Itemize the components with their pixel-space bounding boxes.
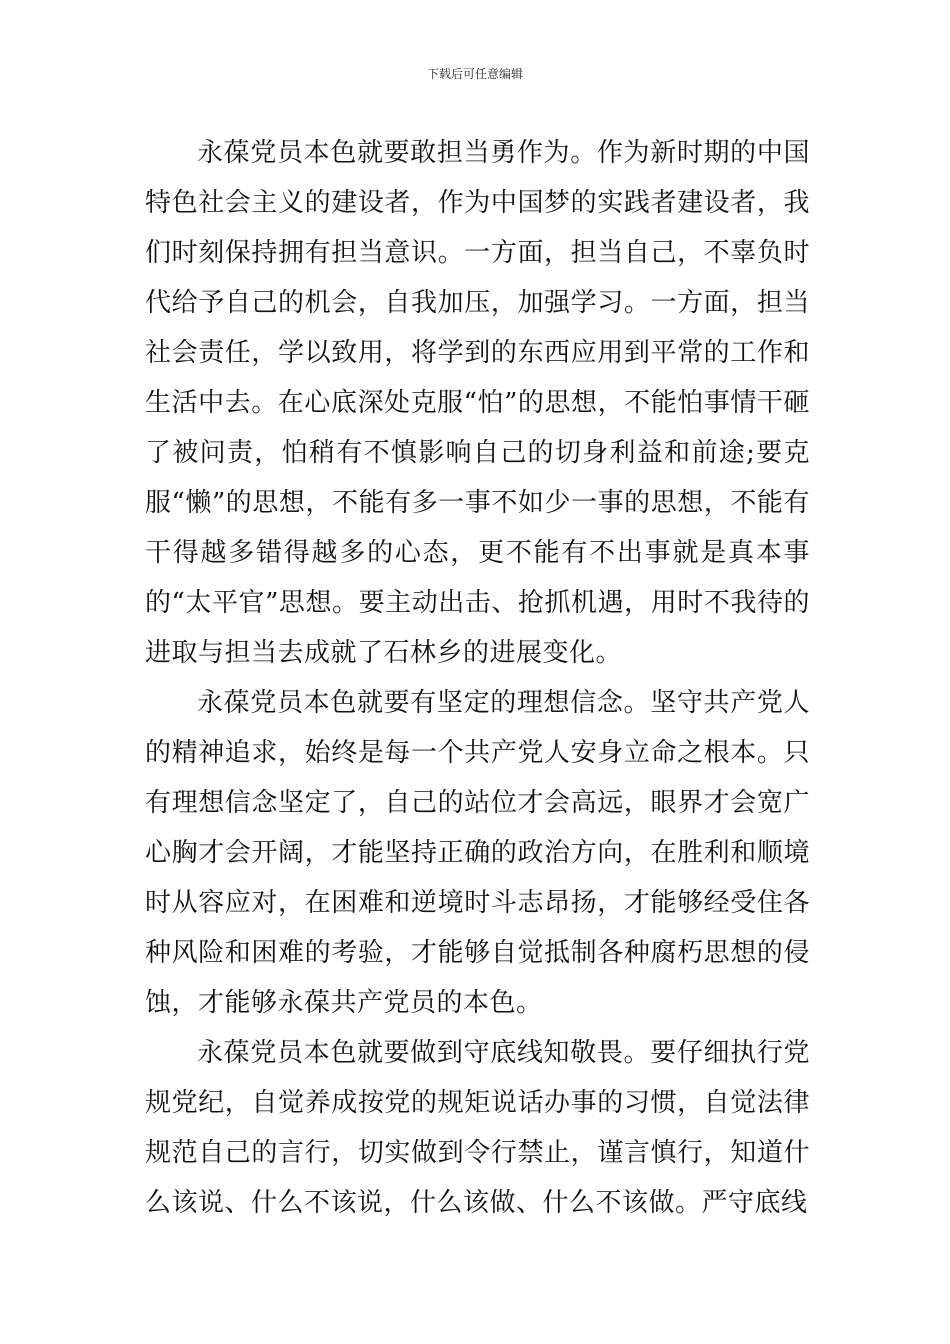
header-note: 下载后可任意编辑 (426, 67, 523, 81)
paragraph-1: 永葆党员本色就要敢担当勇作为。作为新时期的中国特色社会主义的建设者，作为中国梦的实践者建设者，我们时刻保持拥有担当意识。一方面，担当自己，不辜负时代给予自己的机会，自我加压，加强学习。一方面，担当社会责任，学以致用，将学到的东西应用到平常的工作和生活中去。在心底深处克服“怕”的思想，不能怕事情干砸了被问责，怕稍有不慎影响自己的切身利益和前途;要克服“懒”的思想，不能有多一事不如少一事的思想，不能有干得越多错得越多的心态，更不能有不出事就是真本事的“太平官”思想。要主动出击、抢抓机遇，用时不我待的进取与担当去成就了石林乡的进展变化。 (145, 138, 810, 668)
document-body (145, 128, 810, 1228)
paragraph-3: 永葆党员本色就要做到守底线知敬畏。要仔细执行党规党纪，自觉养成按党的规矩说话办事的习惯，自觉法律规范自己的言行，切实做到令行禁止，谨言慎行，知道什么该说、什么不该说，什么该做、什么不该做。严守底线 (145, 1038, 810, 1218)
paragraph-2: 永葆党员本色就要有坚定的理想信念。坚守共产党人的精神追求，始终是每一个共产党人安身立命之根本。只有理想信念坚定了，自己的站位才会高远，眼界才会宽广心胸才会开阔，才能坚持正确的政治方向，在胜利和顺境时从容应对，在困难和逆境时斗志昂扬，才能够经受住各种风险和困难的考验，才能够自觉抵制各种腐朽思想的侵蚀，才能够永葆共产党员的本色。 (145, 688, 810, 1018)
